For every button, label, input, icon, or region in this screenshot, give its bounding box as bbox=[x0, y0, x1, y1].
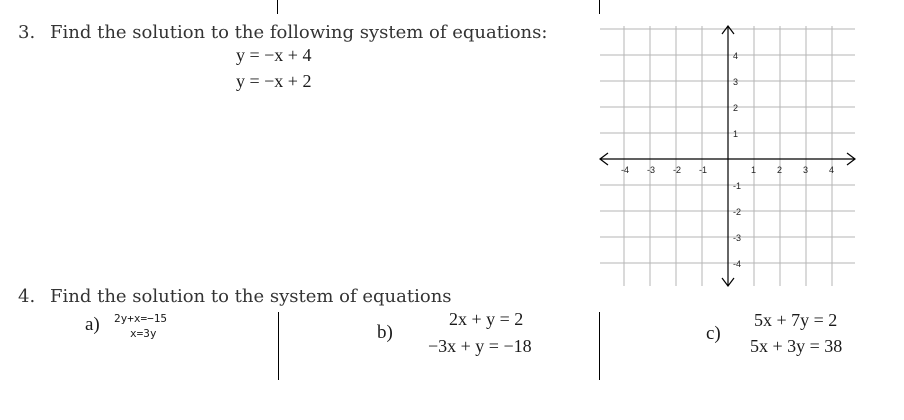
q3-equation-1: y = −x + 4 bbox=[236, 45, 312, 65]
q4-a-equation-2: x=3y bbox=[130, 327, 157, 340]
q4-c-label: c) bbox=[706, 323, 721, 344]
divider-top-left bbox=[277, 0, 278, 14]
divider-b-c bbox=[599, 312, 600, 380]
divider-top-right bbox=[599, 0, 600, 14]
y-tick-label: -1 bbox=[733, 181, 742, 191]
q4-b-equation-1: 2x + y = 2 bbox=[449, 309, 524, 329]
coordinate-grid bbox=[590, 18, 865, 290]
y-tick-label: 3 bbox=[733, 77, 739, 87]
x-tick-label: 4 bbox=[829, 165, 835, 175]
q4-b-equation-2: −3x + y = −18 bbox=[428, 336, 532, 356]
q4-b-label: b) bbox=[377, 322, 393, 343]
x-tick-label: 1 bbox=[751, 165, 757, 175]
q4-prompt: Find the solution to the system of equations bbox=[50, 286, 452, 307]
q3-equation-2: y = −x + 2 bbox=[236, 71, 312, 91]
y-tick-label: -4 bbox=[733, 259, 742, 269]
x-tick-label: 3 bbox=[803, 165, 809, 175]
y-tick-label: 4 bbox=[733, 51, 739, 61]
q4-c-equation-1: 5x + 7y = 2 bbox=[754, 310, 838, 330]
q4-a-equation-1: 2y+x=−15 bbox=[114, 312, 167, 325]
x-tick-label: 2 bbox=[777, 165, 783, 175]
x-tick-label: -4 bbox=[621, 165, 630, 175]
x-tick-label: -3 bbox=[647, 165, 656, 175]
y-tick-label: -2 bbox=[733, 207, 742, 217]
x-tick-label: -1 bbox=[699, 165, 708, 175]
q4-a-label: a) bbox=[85, 314, 100, 335]
divider-a-b bbox=[278, 312, 279, 380]
y-tick-label: -3 bbox=[733, 233, 742, 243]
x-tick-label: -2 bbox=[673, 165, 682, 175]
y-tick-label: 1 bbox=[733, 129, 739, 139]
q3-prompt: Find the solution to the following system of equations: bbox=[50, 22, 548, 43]
q3-number: 3. bbox=[18, 22, 36, 43]
y-tick-label: 2 bbox=[733, 103, 739, 113]
q4-number: 4. bbox=[18, 286, 36, 307]
q4-c-equation-2: 5x + 3y = 38 bbox=[750, 336, 843, 356]
